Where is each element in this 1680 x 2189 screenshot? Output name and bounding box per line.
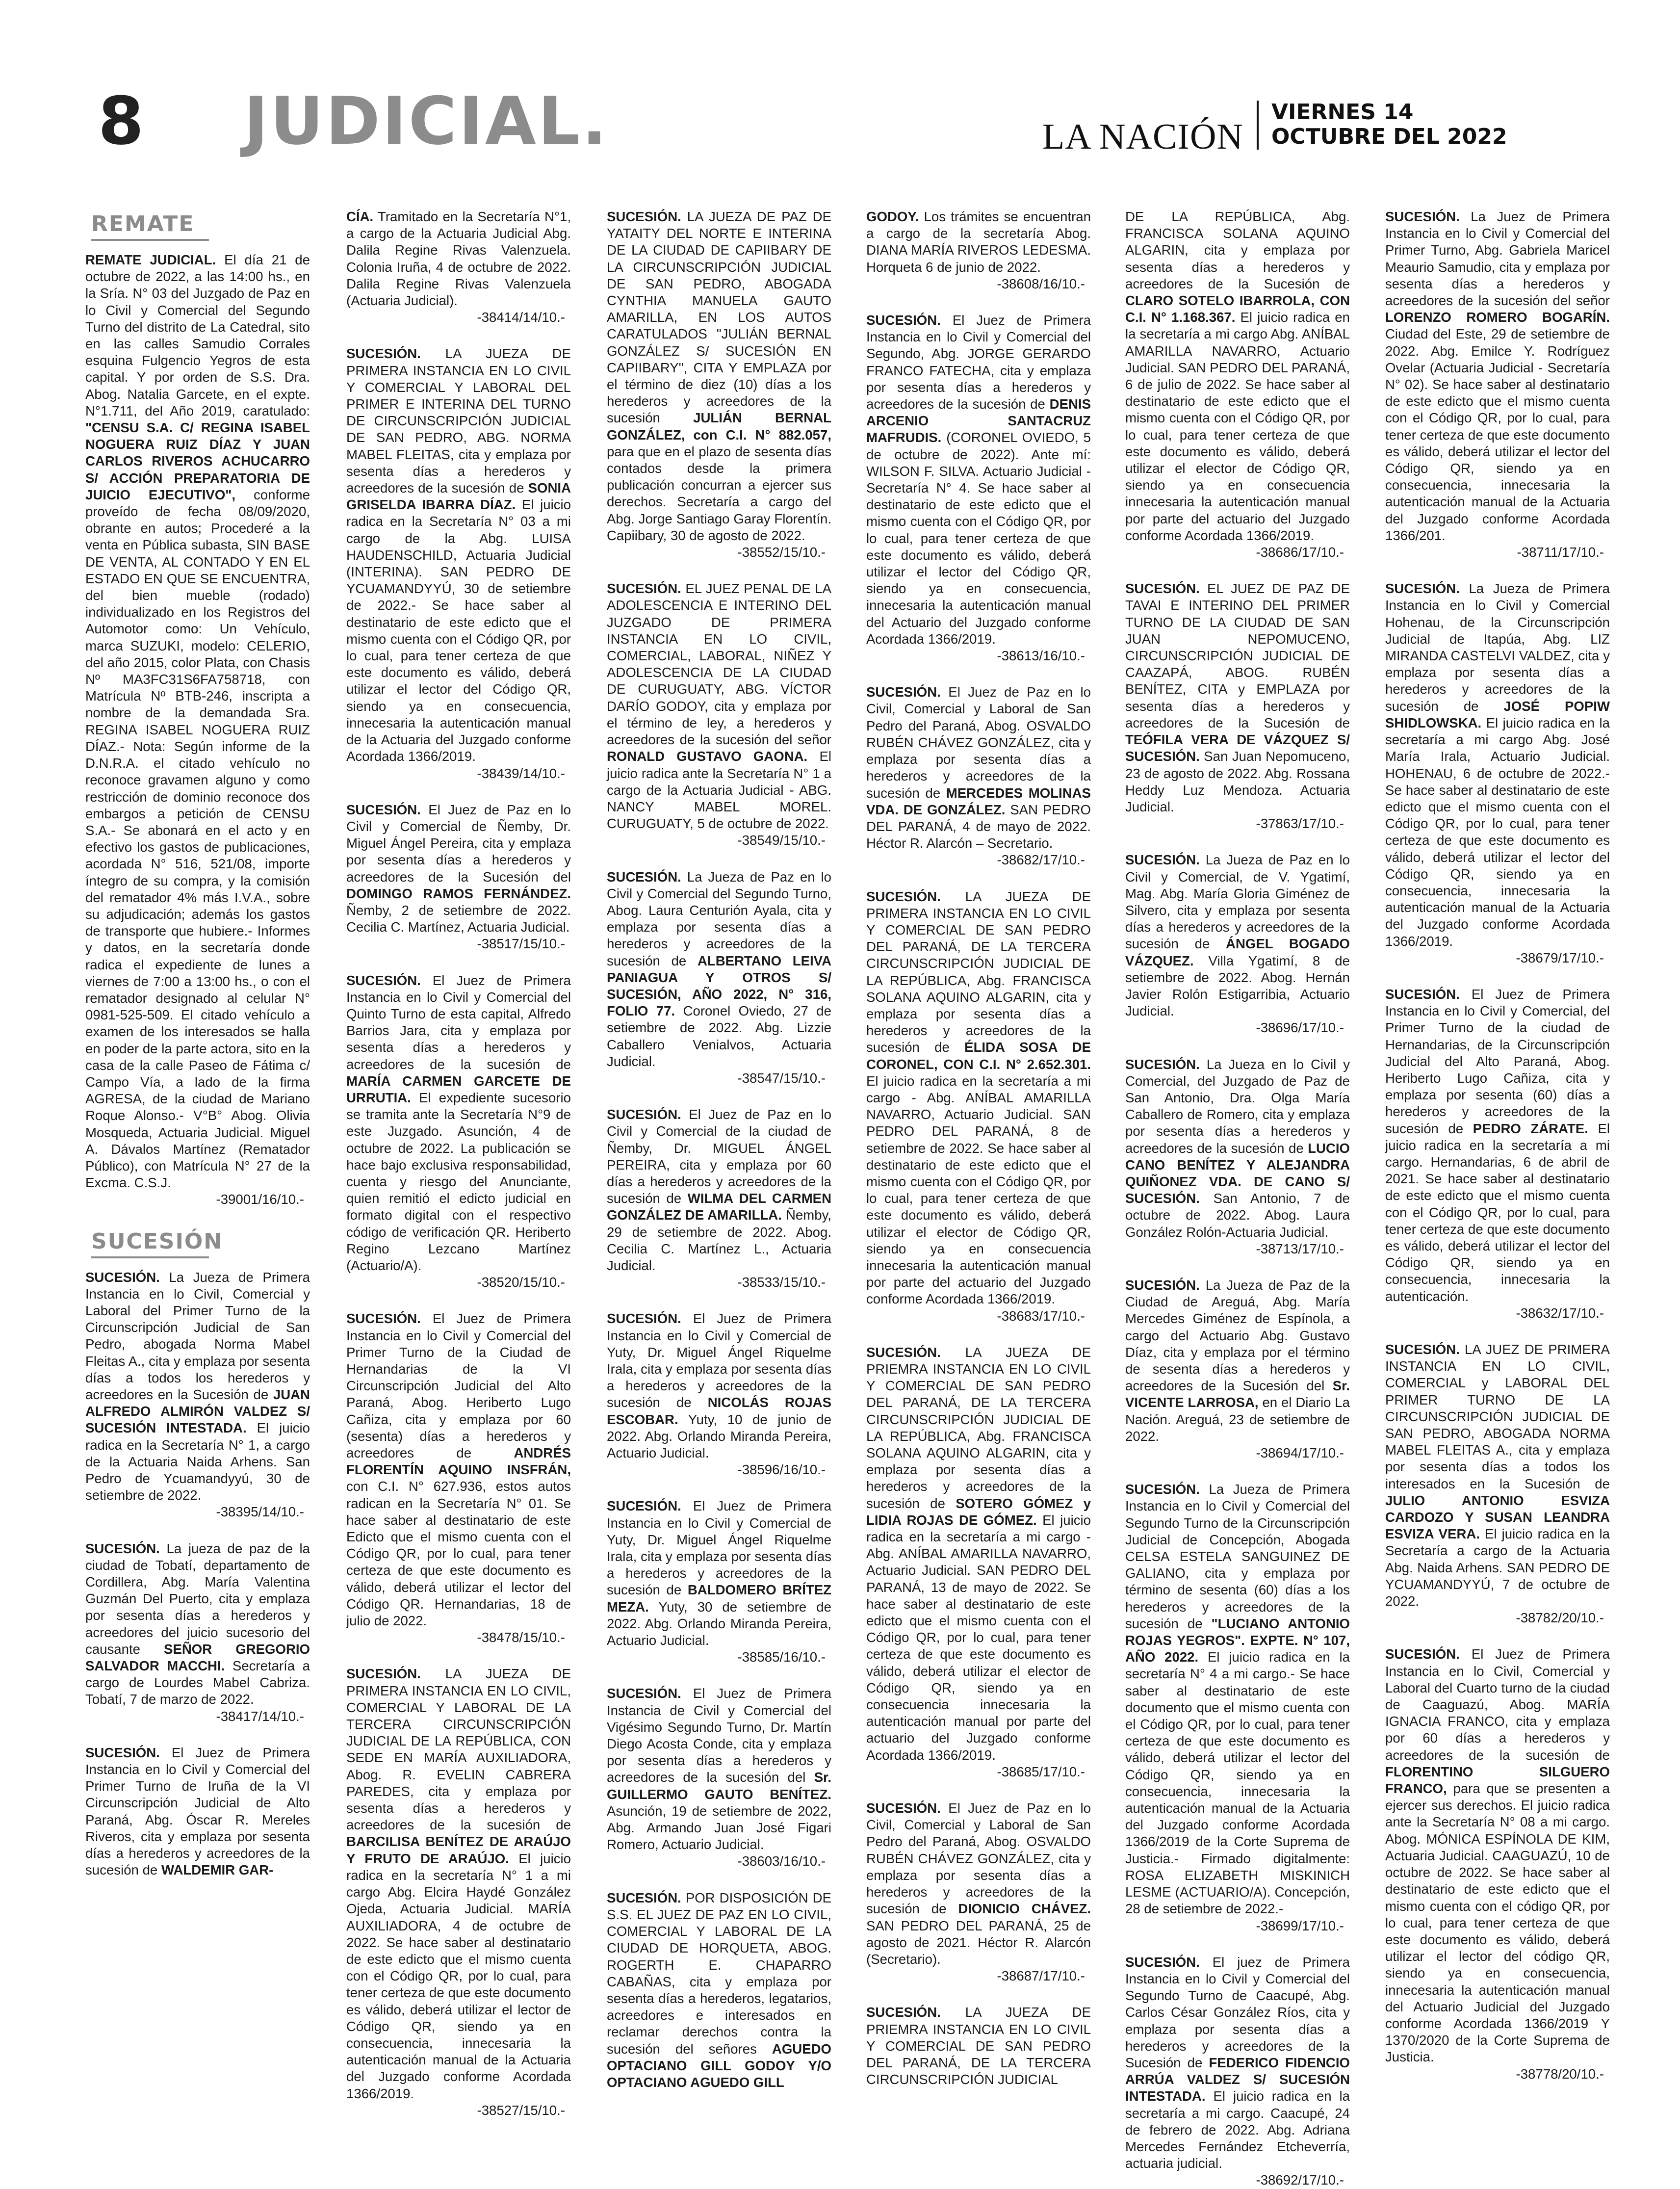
edict-tail: El juicio radica en la secretaría a mi cargo. Caacupé, 24 de febrero de 2022. Abg. Adriana Mercedes Fernández Etcheverría, actuaria judicial. bbox=[1125, 2088, 1350, 2171]
edict-entry bbox=[1125, 1056, 1350, 1257]
section-title: JUDICIAL. bbox=[244, 83, 609, 159]
edict-reference: -37863/17/10.- bbox=[1256, 816, 1344, 832]
edict-name: JULIO ANTONIO ESVIZA CARDOZO Y SUSAN LEANDRA ESVIZA VERA. bbox=[1385, 1492, 1610, 1542]
edict-text: La jueza de paz de la ciudad de Tobatí, departamento de Cordillera, Abg. María Valentina Guzmán Del Puerto, cita y emplaza por sesenta días a herederos y acreedores del juicio sucesorio del causante bbox=[85, 1540, 310, 1657]
edict-type: SUCESIÓN. bbox=[1125, 1277, 1200, 1293]
edict-entry bbox=[85, 252, 310, 1208]
edict-name: ÉLIDA SOSA DE CORONEL, CON C.I. N° 2.652.301. bbox=[866, 1040, 1091, 1072]
edict-tail: El juicio radica en la Secretaría a cargo de la Actuaria Abg. Naida Arhens. SAN PEDRO DE YCUAMANDYYÚ, 7 de octubre de 2022. bbox=[1385, 1526, 1610, 1609]
edict-entry bbox=[1125, 208, 1350, 561]
edict-name: JOSÉ POPIW SHIDLOWSKA. bbox=[1385, 698, 1610, 730]
edict-entry bbox=[1385, 580, 1610, 966]
edict-text: La Jueza de Primera Instancia en lo Civil y Comercial Hohenau, de la Circunscripción Judicial de Itapúa, Abg. LIZ MIRANDA CASTELVI VALDEZ, cita y emplaza por sesenta días a herederos y acreedores de la sucesión de bbox=[1385, 581, 1610, 714]
edict-reference: -38711/17/10.- bbox=[1517, 545, 1604, 560]
edict-reference: -38439/14/10.- bbox=[477, 765, 565, 781]
edict-type: SUCESIÓN. bbox=[1385, 209, 1460, 224]
edict-type: SUCESIÓN. bbox=[346, 346, 421, 362]
edict-name: DOMINGO RAMOS FERNÁNDEZ. bbox=[346, 886, 571, 901]
edict-entry bbox=[866, 1344, 1091, 1780]
edict-type: SUCESIÓN. bbox=[866, 1800, 941, 1816]
edict-reference: -38682/17/10.- bbox=[997, 852, 1085, 868]
edict-entry bbox=[1385, 208, 1610, 561]
edict-name: WILMA DEL CARMEN GONZÁLEZ DE AMARILLA. bbox=[607, 1191, 832, 1223]
edict-type: SUCESIÓN. bbox=[866, 313, 941, 328]
edict-text: LA JUEZA DE PAZ DE YATAITY DEL NORTE E INTERINA DE LA CIUDAD DE CAPIIBARY DE LA CIRCUNSCRIPCIÓN JUDICIAL DE SAN PEDRO, ABOGADA CYNTHIA MANUELA GAUTO AMARILLA, EN LOS AUTOS CARATULADOS "JULIÁN BERNAL GONZÁLEZ S/ SUCESIÓN EN CAPIIBARY", CITA Y EMPLAZA por el término de diez (10) días a los herederos y acreedores de la sucesión bbox=[607, 209, 831, 426]
edict-name: Sr. GUILLERMO GAUTO BENÍTEZ. bbox=[607, 1770, 831, 1802]
edict-reference: -38683/17/10.- bbox=[997, 1308, 1085, 1324]
edict-reference: -38395/14/10.- bbox=[216, 1504, 304, 1520]
edict-type: SUCESIÓN. bbox=[607, 1498, 681, 1514]
edict-type: SUCESIÓN. bbox=[607, 869, 681, 885]
edict-tail: Yuty, 10 de junio de 2022. Abg. Orlando Miranda Pereira, Actuario Judicial. bbox=[607, 1411, 832, 1461]
edict-text: El Juez de Primera Instancia en lo Civil y Comercial de Yuty, Dr. Miguel Ángel Riquelme Irala, cita y emplaza por sesenta días a herederos y acreedores de la sucesión de bbox=[607, 1498, 831, 1598]
edict-entry bbox=[607, 580, 831, 849]
edict-type: SUCESIÓN. bbox=[346, 1666, 421, 1682]
edict-tail: en el Diario La Nación. Areguá, 23 de setiembre de 2022. bbox=[1125, 1395, 1350, 1444]
edict-tail: conforme proveído de fecha 08/09/2020, obrante en autos; Procederé a la venta en Pública subasta, SIN BASE DE VENTA, AL CONTADO Y EN EL ESTADO EN QUE SE ENCUENTRA, del bien mueble (rodado) individualizado en los Registros del Automotor como: Un Vehículo, marca SUZUKI, modelo: CELERIO, del año 2015, color Plata, con Chasis Nº MA3FC31S6FA758718, con Matrícula Nº BTB-246, inscripta a nombre de la demandada Sra. REGINA ISABEL NOGUERA RUIZ DÍAZ.- Nota: Según informe de la D.N.R.A. el citado vehículo no reconoce gravamen alguno y como restricción de dominio reconoce dos embargos a petición de CENSU S.A.- Se abonará en el acto y en efectivo los gastos de publicaciones, acordada N° 516, 521/08, importe íntegro de su compra, y la comisión del rematador 4% más I.V.A., sobre su adjudicación; además los gastos de transporte que hubiere.- Informes y datos, en la secretaría donde radica el expediente de lunes a viernes de 7:00 a 13:00 hs., o con el rematador designado al celular N° 0981-525-509. El citado vehículo a examen de los interesados se halla en poder de la parte actora, sito en la casa de la calle Paseo de Fátima c/ Campo Vía, a lado de la firma AGRESA, de la ciudad de Mariano Roque Alonso.- V°B° Abog. Olivia Mosqueda, Actuaria Judicial. Miguel A. Dávalos Martínez (Rematador Público), con Matrícula N° 27 de la Excma. C.S.J. bbox=[85, 487, 310, 1191]
edict-name: WALDEMIR GAR- bbox=[161, 1862, 274, 1878]
edict-reference: -38520/15/10.- bbox=[477, 1275, 565, 1290]
edict-tail: San Juan Nepomuceno, 23 de agosto de 2022. Abg. Rossana Heddy Luz Mendoza. Actuaria Judicial. bbox=[1125, 749, 1350, 814]
edict-text: LA JUEZA DE PRIMERA INSTANCIA EN LO CIVIL Y COMERCIAL DE SAN PEDRO DEL PARANÁ, DE LA TERCERA CIRCUNSCRIPCIÓN JUDICIAL DE LA REPÚBLICA, Abg. FRANCISCA SOLANA AQUINO ALGARIN, cita y emplaza por sesenta días a herederos y acreedores de la sucesión de bbox=[866, 888, 1091, 1055]
edict-entry bbox=[607, 1310, 831, 1478]
edict-tail: Tramitado en la Secretaría N°1, a cargo de la Actuaria Judicial Abg. Dalila Regine Rivas Valenzuela. Colonia Iruña, 4 de octubre de 2022. Dalila Regine Rivas Valenzuela (Actuaria Judicial). bbox=[346, 209, 571, 309]
edict-tail: Ñemby, 29 de setiembre de 2022. Abog. Cecilia C. Martínez L., Actuaria Judicial. bbox=[607, 1207, 831, 1273]
edict-entry bbox=[85, 1540, 310, 1725]
edict-name: "CENSU S.A. C/ REGINA ISABEL NOGUERA RUIZ DÍAZ Y JUAN CARLOS RIVEROS ACHUCARRO S/ ACCIÓN PREPARATORIA DE JUICIO EJECUTIVO", bbox=[85, 420, 310, 502]
date-month-year: OCTUBRE DEL 2022 bbox=[1271, 124, 1507, 149]
edict-reference: -38713/17/10.- bbox=[1256, 1241, 1344, 1256]
category-sucesion: SUCESIÓN bbox=[91, 1228, 209, 1258]
edict-text: DE LA REPÚBLICA, Abg. FRANCISCA SOLANA AQUINO ALGARIN, cita y emplaza por sesenta días a herederos y acreedores de la Sucesión de bbox=[1125, 209, 1350, 291]
edict-type: SUCESIÓN. bbox=[1125, 1954, 1200, 1970]
edict-type: SUCESIÓN. bbox=[866, 2005, 941, 2020]
edict-reference: -38517/15/10.- bbox=[477, 936, 565, 952]
edict-text: EL JUEZ DE PAZ DE TAVAI E INTERINO DEL PRIMER TURNO DE LA CIUDAD DE SAN JUAN NEPOMUCENO, CIRCUNSCRIPCIÓN JUDICIAL DE CAAZAPÁ, ABOG. RUBÉN BENÍTEZ, CITA y EMPLAZA por sesenta días a herederos y acreedores de la Sucesión de bbox=[1125, 581, 1350, 730]
edict-name: SOTERO GÓMEZ y LIDIA ROJAS DE GÓMEZ. bbox=[866, 1495, 1091, 1528]
edict-name: "LUCIANO ANTONIO ROJAS YEGROS". EXPTE. N° 107, AÑO 2022. bbox=[1125, 1616, 1350, 1665]
edict-text: La Jueza en lo Civil y Comercial, del Juzgado de Paz de San Antonio, Dra. Olga María Caballero de Romero, cita y emplaza por sesenta días a herederos y acreedores de la sucesión de bbox=[1125, 1056, 1350, 1156]
edict-tail: El juicio radica en la secretaría N° 4 a mi cargo.- Se hace saber al destinatario de este documento que el mismo cuenta con el Código QR, por lo cual, para tener certeza de que este documento es válido, deberá utilizar el lector del Código QR, siendo ya en consecuencia, innecesaria la autenticación manual de la Actuaria del Juzgado conforme Acordada 1366/2019 de la Corte Suprema de Justicia.- Firmado digitalmente: ROSA ELIZABETH MISKINICH LESME (ACTUARIO/A). Concepción, 28 de setiembre de 2022.- bbox=[1125, 1649, 1350, 1917]
edict-entry bbox=[607, 208, 831, 561]
edict-type: SUCESIÓN. bbox=[607, 1107, 681, 1122]
column-1 bbox=[85, 208, 310, 2112]
edict-entry bbox=[1125, 580, 1350, 832]
edict-reference: -38585/16/10.- bbox=[737, 1649, 826, 1665]
edict-tail: El juicio radica en la secretaría a mi cargo - Abg. ANÍBAL AMARILLA NAVARRO, Actuario Judicial. SAN PEDRO DEL PARANÁ, 8 de setiembre de 2022. Se hace saber al destinatario de este edicto que el mismo cuenta con el Código QR, por lo cual, para tener certeza de que este documento es válido, deberá utilizar el elector de Código QR, siendo ya en consecuencia innecesaria la autenticación manual por parte del actuario del Juzgado conforme Acordada 1366/2019. bbox=[866, 1073, 1091, 1307]
edict-entry bbox=[1125, 852, 1350, 1036]
edict-text: El Juez de Primera Instancia en lo Civil, Comercial y Laboral del Cuarto turno de la ciudad de Caaguazú, Abog. MARÍA IGNACIA FRANCO, cita y emplaza por 60 días a herederos y acreedores de la sucesión de bbox=[1385, 1646, 1610, 1763]
edict-reference: -38694/17/10.- bbox=[1256, 1445, 1344, 1461]
edict-text: El Juez de Primera Instancia en lo Civil y Comercial del Primer Turno de la Ciudad de Hernandarias de la VI Circunscripción Judicial del Alto Paraná, Abog. Heriberto Lugo Cañiza, cita y emplaza por 60 (sesenta) días a herederos y acreedores de bbox=[346, 1311, 571, 1461]
edict-type: SUCESIÓN. bbox=[1385, 1646, 1460, 1662]
edict-entry bbox=[866, 1800, 1091, 1984]
edict-tail: Asunción, 19 de setiembre de 2022, Abg. Armando Juan José Figari Romero, Actuario Judicial. bbox=[607, 1803, 831, 1852]
edict-type: SUCESIÓN. bbox=[85, 1745, 160, 1760]
edict-reference: -39001/16/10.- bbox=[216, 1192, 304, 1207]
edict-text: EL JUEZ PENAL DE LA ADOLESCENCIA E INTERINO DEL JUZGADO DE PRIMERA INSTANCIA EN LO CIVIL, COMERCIAL, LABORAL, NIÑEZ Y ADOLESCENCIA DE LA CIUDAD DE CURUGUATY, ABG. VÍCTOR DARÍO GODOY, cita y emplaza por el término de ley, a herederos y acreedores de la sucesión del señor bbox=[607, 581, 831, 748]
edict-type: SUCESIÓN. bbox=[866, 684, 941, 700]
edict-entry bbox=[607, 1498, 831, 1666]
edict-tail: El juicio radica en la secretaría a mi cargo. Hernandarias, 6 de abril de 2021. Se hace saber al destinatario de este edicto que el mismo cuenta con el Código QR, por lo cual, para tener certeza de que este documento es válido, deberá utilizar el lector del Código QR, siendo ya en consecuencia, innecesaria la autenticación. bbox=[1385, 1121, 1610, 1304]
column-6 bbox=[1385, 208, 1610, 2112]
edict-entry bbox=[866, 208, 1091, 292]
edict-name: FLORENTINO SILGUERO FRANCO, bbox=[1385, 1764, 1610, 1797]
edict-entry bbox=[866, 684, 1091, 868]
edict-tail: para que se presenten a ejercer sus derechos. El juicio radica ante la Secretaría N° 08 a mi cargo. Abog. MÓNICA ESPÍNOLA DE KIM, Actuaria Judicial. CAAGUAZÚ, 10 de octubre de 2022. Se hace saber al destinatario de este edicto que el mismo cuenta con el código QR, por lo cual, para tener certeza de que este documento es válido, deberá utilizar el lector del código QR, siendo ya en consecuencia, innecesaria la autenticación manual del Actuario Judicial del Juzgado conforme Acordada 1366/2019 Y 1370/2020 de la Corte Suprema de Justicia. bbox=[1385, 1781, 1610, 2065]
edict-entry bbox=[607, 1106, 831, 1291]
edict-type: SUCESIÓN. bbox=[607, 1890, 681, 1905]
edict-type: SUCESIÓN. bbox=[1385, 986, 1460, 1002]
edict-type: SUCESIÓN. bbox=[1125, 1482, 1200, 1497]
edict-entry bbox=[866, 2004, 1091, 2088]
edict-entry bbox=[85, 1745, 310, 1879]
edict-text: LA JUEZA DE PRIEMRA INSTANCIA EN LO CIVIL Y COMERCIAL DE SAN PEDRO DEL PARANÁ, DE LA TERCERA CIRCUNSCRIPCIÓN JUDICIAL DE LA REPÚBLICA, Abg. FRANCISCA SOLANA AQUINO ALGARIN, cita y emplaza por sesenta días a herederos y acreedores de la sucesión de bbox=[866, 1344, 1091, 1511]
edict-name: DENIS ARCENIO SANTACRUZ MAFRUDIS. bbox=[866, 396, 1091, 445]
edict-entry bbox=[1385, 1341, 1610, 1626]
edict-type: SUCESIÓN. bbox=[346, 802, 421, 817]
edict-entry bbox=[346, 802, 571, 953]
edict-text: El Juez de Paz en lo Civil, Comercial y Laboral de San Pedro del Paraná, Abog. OSVALDO RUBÉN CHÁVEZ GONZÁLEZ, cita y emplaza por sesenta días a herederos y acreedores de la sucesión de bbox=[866, 684, 1091, 801]
edict-tail: (CORONEL OVIEDO, 5 de octubre de 2022). Ante mí: WILSON F. SILVA. Actuario Judicial - Secretaría N° 4. Se hace saber al destinatario de este edicto que el mismo cuenta con el Código QR, por lo cual, para tener certeza de que este documento es válido, deberá utilizar el lector del Código QR, siendo ya en consecuencia, innecesaria la autenticación manual del Actuario del Juzgado conforme Acordada 1366/2019. bbox=[866, 430, 1091, 647]
edict-text: La Jueza de Paz de la Ciudad de Areguá, Abg. María Mercedes Giménez de Espínola, a cargo del Actuario Abg. Gustavo Díaz, cita y emplaza por el término de sesenta días a herederos y acreedores de la Sucesión del bbox=[1125, 1277, 1350, 1394]
edict-name: NICOLÁS ROJAS ESCOBAR. bbox=[607, 1395, 831, 1427]
edict-tail: Ñemby, 2 de setiembre de 2022. Cecilia C. Martínez, Actuaria Judicial. bbox=[346, 902, 571, 935]
edict-entry bbox=[1125, 1481, 1350, 1934]
edict-entry bbox=[607, 1685, 831, 1870]
edict-text: La Jueza de Paz en lo Civil y Comercial del Segundo Turno, Abog. Laura Centurión Ayala, cita y emplaza por sesenta días a herederos y acreedores de la sucesión de bbox=[607, 869, 831, 968]
edict-text: LA JUEZA DE PRIMERA INSTANCIA EN LO CIVIL, COMERCIAL Y LABORAL DE LA TERCERA CIRCUNSCRIPCIÓN JUDICIAL DE LA REPÚBLICA, CON SEDE EN MARÍA AUXILIADORA, Abog. R. EVELIN CABRERA PAREDES, cita y emplaza por sesenta días a herederos y acreedores de la sucesión de bbox=[346, 1666, 571, 1833]
edict-entry bbox=[346, 345, 571, 782]
edict-entry bbox=[607, 869, 831, 1087]
edict-tail: San Antonio, 7 de octubre de 2022. Abog. Laura González Rolón-Actuaria Judicial. bbox=[1125, 1191, 1350, 1240]
newspaper-logo: LA NACIÓN bbox=[1042, 117, 1243, 157]
edict-reference: -38596/16/10.- bbox=[737, 1462, 826, 1478]
edict-text: LA JUEZ DE PRIMERA INSTANCIA EN LO CIVIL, COMERCIAL y LABORAL DEL PRIMER TURNO DE LA CIRCUNSCRIPCIÓN JUDICIAL DE SAN PEDRO, ABOGADA NORMA MABEL FLEITAS A., cita y emplaza por sesenta días a todos los interesados en la Sucesión de bbox=[1385, 1342, 1610, 1491]
category-remate: REMATE bbox=[91, 210, 209, 241]
edict-type: SUCESIÓN. bbox=[346, 1311, 421, 1327]
edict-text: El juez de Primera Instancia en lo Civil y Comercial del Segundo Turno de Caacupé, Abg. Carlos César González Ríos, cita y emplaza por sesenta días a herederos y acreedores de la Sucesión de bbox=[1125, 1954, 1350, 2070]
edict-name: MARÍA CARMEN GARCETE DE URRUTIA. bbox=[346, 1073, 571, 1105]
edict-text: El Juez de Paz en lo Civil, Comercial y Laboral de San Pedro del Paraná, Abog. OSVALDO RUBÉN CHÁVEZ GONZÁLEZ, cita y emplaza por sesenta días a herederos y acreedores de la sucesión de bbox=[866, 1800, 1091, 1917]
edict-type: SUCESIÓN. bbox=[1125, 852, 1200, 868]
edict-entry bbox=[1385, 1646, 1610, 2082]
edict-tail: para que en el plazo de sesenta días contados desde la primera publicación concurran a ejercer sus derechos. Secretaría a cargo del Abg. Jorge Santiago Garay Florentín. Capiibary, 30 de agosto de 2022. bbox=[607, 443, 831, 543]
edict-reference: -38782/20/10.- bbox=[1516, 1610, 1604, 1626]
edict-name: GODOY. bbox=[866, 209, 919, 224]
edict-name: ALBERTANO LEIVA PANIAGUA Y OTROS S/ SUCESIÓN, AÑO 2022, N° 316, FOLIO 77. bbox=[607, 953, 832, 1019]
edict-name: Sr. VICENTE LARROSA, bbox=[1125, 1378, 1350, 1410]
edict-type: SUCESIÓN. bbox=[346, 972, 421, 988]
edict-type: SUCESIÓN. bbox=[85, 1540, 160, 1556]
edict-tail: El juicio radica en la secretaría a mi cargo Abg. José María Irala, Actuario Judicial. HOHENAU, 6 de octubre de 2022.- Se hace saber al destinatario de este edicto que el mismo cuenta con el Código QR, por lo cual, para tener certeza de que este documento es válido, deberá utilizar el lector del Código QR, siendo ya en consecuencia, innecesaria la autenticación manual de la Actuaria del Juzgado conforme Acordada 1366/2019. bbox=[1385, 715, 1610, 949]
edict-reference: -38547/15/10.- bbox=[737, 1070, 826, 1086]
edict-tail: El juicio radica en la secretaría N° 1 a mi cargo Abg. Elcira Haydé González Ojeda, Actuaria Judicial. MARÍA AUXILIADORA, 4 de octubre de 2022. Se hace saber al destinatario de este edicto que el mismo cuenta con el Código QR, por lo cual, para tener certeza de que este documento es válido, deberá utilizar el lector de Código QR, siendo ya en consecuencia, innecesaria la autenticación manual de la Actuaria del Juzgado conforme Acordada 1366/2019. bbox=[346, 1850, 571, 2101]
edict-tail: El juicio radica en la Secretaría N° 03 a mi cargo de la Abg. LUISA HAUDENSCHILD, Actuaria Judicial (INTERINA). SAN PEDRO DE YCUAMANDYYÚ, 30 de setiembre de 2022.- Se hace saber al destinatario de este edicto que el mismo cuenta con el Código QR, por lo cual, para tener certeza de que este documento es válido, deberá utilizar el lector del Código QR, siendo ya en consecuencia, innecesaria la autenticación manual de la Actuaria del Juzgado conforme Acordada 1366/2019. bbox=[346, 497, 571, 764]
edict-tail: SAN PEDRO DEL PARANÁ, 25 de agosto de 2021. Héctor R. Alarcón (Secretario). bbox=[866, 1918, 1091, 1967]
edict-entry bbox=[346, 1666, 571, 2118]
edict-reference: -38552/15/10.- bbox=[737, 545, 826, 560]
edict-tail: Coronel Oviedo, 27 de setiembre de 2022. Abg. Lizzie Caballero Venialvos, Actuaria Judicial. bbox=[607, 1003, 831, 1069]
edict-name: RONALD GUSTAVO GAONA. bbox=[607, 749, 808, 764]
edict-entry bbox=[1125, 1954, 1350, 2189]
edict-tail: SAN PEDRO DEL PARANÁ, 4 de mayo de 2022. Héctor R. Alarcón – Secretario. bbox=[866, 802, 1091, 851]
edict-reference: -38632/17/10.- bbox=[1516, 1305, 1604, 1321]
edict-type: SUCESIÓN. bbox=[85, 1269, 160, 1285]
edict-reference: -38527/15/10.- bbox=[477, 2102, 565, 2118]
edict-name: LUCIO CANO BENÍTEZ Y ALEJANDRA QUIÑONEZ VDA. DE CANO S/ SUCESIÓN. bbox=[1125, 1140, 1350, 1206]
edict-text: El Juez de Primera Instancia de Civil y Comercial del Vigésimo Segundo Turno, Dr. Martín Diego Acosta Conde, cita y emplaza por sesenta días a herederos y acreedores de la sucesión del bbox=[607, 1686, 831, 1785]
edict-name: BALDOMERO BRÍTEZ MEZA. bbox=[607, 1582, 832, 1615]
edict-entry bbox=[1385, 986, 1610, 1322]
edict-name: SONIA GRISELDA IBARRA DÍAZ. bbox=[346, 480, 571, 513]
edict-name: MERCEDES MOLINAS VDA. DE GONZÁLEZ. bbox=[866, 785, 1091, 817]
column-4 bbox=[866, 208, 1091, 2112]
column-5 bbox=[1125, 208, 1350, 2188]
edict-reference: -38478/15/10.- bbox=[477, 1630, 565, 1645]
edict-reference: -38417/14/10.- bbox=[216, 1708, 304, 1724]
edict-type: SUCESIÓN. bbox=[607, 581, 681, 597]
edict-name: LORENZO ROMERO BOGARÍN. bbox=[1385, 310, 1610, 325]
edict-reference: -38687/17/10.- bbox=[997, 1968, 1085, 1984]
edict-entry bbox=[346, 1310, 571, 1646]
edict-reference: -38533/15/10.- bbox=[737, 1275, 826, 1290]
edict-name: BARCILISA BENÍTEZ DE ARAÚJO Y FRUTO DE ARAÚJO. bbox=[346, 1834, 571, 1866]
edict-name: CÍA. bbox=[346, 209, 374, 224]
edict-tail: Ciudad del Este, 29 de setiembre de 2022. Abg. Emilce Y. Rodríguez Ovelar (Actuaria Judicial - Secretaría N° 02). Se hace saber al destinatario de este edicto que el mismo cuenta con el Código QR, por lo cual, para tener certeza de que este documento es válido, deberá utilizar el lector del Código QR, siendo ya en consecuencia, innecesaria la autenticación manual de la Actuaria del Juzgado conforme Acordada 1366/201. bbox=[1385, 326, 1610, 543]
header-divider bbox=[1257, 101, 1259, 150]
edict-entry bbox=[346, 208, 571, 326]
edict-reference: -38414/14/10.- bbox=[477, 310, 565, 325]
edict-text: El Juez de Primera Instancia en lo Civil y Comercial de Yuty, Dr. Miguel Ángel Riquelme Irala, cita y emplaza por sesenta días a herederos y acreedores de la sucesión de bbox=[607, 1311, 831, 1410]
edict-text: LA JUEZA DE PRIMERA INSTANCIA EN LO CIVIL Y COMERCIAL Y LABORAL DEL PRIMER E INTERINA DEL TURNO DE CIRCUNSCRIPCIÓN JUDICIAL DE SAN PEDRO, ABG. NORMA MABEL FLEITAS, cita y emplaza por sesenta días a herederos y acreedores de la sucesión de bbox=[346, 346, 571, 496]
edict-entry bbox=[866, 888, 1091, 1325]
edict-type: REMATE JUDICIAL. bbox=[85, 252, 216, 267]
edict-reference: -38685/17/10.- bbox=[997, 1764, 1085, 1779]
edict-text: La Jueza de Primera Instancia en lo Civil, Comercial y Laboral del Primer Turno de la Circunscripción Judicial de San Pedro, abogada Norma Mabel Fleitas A., cita y emplaza por sesenta días a todos los herederos y acreedores en la Sucesión de bbox=[85, 1269, 310, 1402]
edict-tail: con C.I. N° 627.936, estos autos radican en la Secretaría N° 01. Se hace saber al destinatario de este Edicto que el mismo cuenta con el Código QR, por lo cual, para tener certeza de que este documento es válido, deberá utilizar el lector del Código QR. Hernandarias, 18 de julio de 2022. bbox=[346, 1479, 571, 1629]
edict-reference: -38549/15/10.- bbox=[737, 833, 826, 848]
edict-entry bbox=[1125, 1277, 1350, 1461]
edict-type: SUCESIÓN. bbox=[1125, 581, 1200, 597]
column-3 bbox=[607, 208, 831, 2112]
edict-tail: El juicio radica en la secretaría a mi cargo Abg. ANÍBAL AMARILLA NAVARRO, Actuario Judicial. SAN PEDRO DEL PARANÁ, 6 de julio de 2022. Se hace saber al destinatario de este edicto que el mismo cuenta con el Código QR, por lo cual, para tener certeza de que este documento es válido, deberá utilizar el elector de Código QR, siendo ya en consecuencia innecesaria la autenticación manual por parte del actuario del Juzgado conforme Acordada 1366/2019. bbox=[1125, 310, 1350, 543]
edict-reference: -38613/16/10.- bbox=[997, 648, 1085, 664]
edict-tail: Los trámites se encuentran a cargo de la secretaría Abog. DIANA MARÍA RIVEROS LEDESMA. Horqueta 6 de junio de 2022. bbox=[866, 209, 1091, 275]
edict-reference: -38686/17/10.- bbox=[1256, 545, 1344, 560]
edict-name: ÁNGEL BOGADO VÁZQUEZ. bbox=[1125, 936, 1350, 968]
edict-reference: -38696/17/10.- bbox=[1256, 1020, 1344, 1036]
edict-text: El Juez de Paz en lo Civil y Comercial de la ciudad de Ñemby, Dr. MIGUEL ÁNGEL PEREIRA, cita y emplaza por 60 días a herederos y acreedores de la sucesión de bbox=[607, 1107, 831, 1206]
edict-entry bbox=[85, 1269, 310, 1521]
edict-entry bbox=[346, 972, 571, 1291]
edict-name: JUAN ALFREDO ALMIRÓN VALDEZ S/ SUCESIÓN INTESTADA. bbox=[85, 1387, 310, 1436]
edict-text: La Jueza de Paz en lo Civil y Comercial, de V. Ygatimí, Mag. Abg. María Gloria Giménez de Silvero, cita y emplaza por sesenta días a herederos y acreedores de la sucesión de bbox=[1125, 852, 1350, 952]
edict-text: El Juez de Paz en lo Civil y Comercial de Ñemby, Dr. Miguel Ángel Pereira, cita y emplaza por sesenta días a herederos y acreedores de la Sucesión del bbox=[346, 802, 571, 885]
edict-entry bbox=[607, 1890, 831, 2091]
edict-name: PEDRO ZÁRATE. bbox=[1473, 1121, 1588, 1136]
edict-tail: El juicio radica ante la Secretaría N° 1 a cargo de la Actuaria Judicial - ABG. NANCY MABEL MOREL. CURUGUATY, 5 de octubre de 2022. bbox=[607, 749, 831, 832]
edict-name: DIONICIO CHÁVEZ. bbox=[958, 1901, 1091, 1917]
edict-tail: Villa Ygatimí, 8 de setiembre de 2022. Abog. Hernán Javier Rolón Estigarribia, Actuario Judicial. bbox=[1125, 953, 1350, 1019]
column-2 bbox=[346, 208, 571, 2118]
edict-text: POR DISPOSICIÓN DE S.S. EL JUEZ DE PAZ EN LO CIVIL, COMERCIAL Y LABORAL DE LA CIUDAD DE HORQUETA, ABOG. ROGERTH E. CHAPARRO CABAÑAS, cita y emplaza por sesenta días a herederos, legatarios, acreedores e interesados en reclamar derechos contra la sucesión del señores bbox=[607, 1890, 831, 2057]
edict-name: CLARO SOTELO IBARROLA, CON C.I. N° 1.168.367. bbox=[1125, 293, 1350, 325]
edict-name: TEÓFILA VERA DE VÁZQUEZ S/ SUCESIÓN. bbox=[1125, 732, 1350, 764]
edict-text: LA JUEZA DE PRIEMRA INSTANCIA EN LO CIVIL Y COMERCIAL DE SAN PEDRO DEL PARANÁ, DE LA TERCERA CIRCUNSCRIPCIÓN JUDICIAL bbox=[866, 2005, 1091, 2087]
edict-type: SUCESIÓN. bbox=[1385, 1342, 1460, 1357]
edict-tail: El expediente sucesorio se tramita ante la Secretaría N°9 de este Juzgado. Asunción, 4 de octubre de 2022. La publicación se hace bajo exclusiva responsabilidad, cuenta y riesgo del Anunciante, quien remitió el edicto judicial en formato digital con el respectivo código de verificación QR. Heriberto Regino Lezcano Martínez (Actuario/A). bbox=[346, 1090, 571, 1273]
edict-reference: -38778/20/10.- bbox=[1516, 2066, 1604, 2082]
edict-reference: -38699/17/10.- bbox=[1256, 1918, 1344, 1933]
edict-reference: -38679/17/10.- bbox=[1516, 950, 1604, 965]
publication-date bbox=[1271, 100, 1507, 149]
edict-text: El Juez de Primera Instancia en lo Civil y Comercial del Quinto Turno de esta capital, Alfredo Barrios Jara, cita y emplaza por sesenta días a herederos y acreedores de la sucesión de bbox=[346, 972, 571, 1072]
edict-type: SUCESIÓN. bbox=[607, 1311, 681, 1327]
edict-text: El Juez de Primera Instancia en lo Civil y Comercial, del Primer Turno de la ciudad de Hernandarias, de la Circunscripción Judicial del Alto Paraná, Abog. Heriberto Lugo Cañiza, cita y emplaza por sesenta (60) días a herederos y acreedores de la sucesión de bbox=[1385, 986, 1610, 1136]
edict-tail: Secretaría a cargo de Lourdes Mabel Cabriza. Tobatí, 7 de marzo de 2022. bbox=[85, 1658, 310, 1707]
edict-reference: -38608/16/10.- bbox=[997, 276, 1085, 291]
edict-text: El día 21 de octubre de 2022, a las 14:00 hs., en la Sría. N° 03 del Juzgado de Paz en lo Civil y Comercial del Segundo Turno del distrito de La Catedral, sito en las calles Samudio Corrales esquina Fulgencio Yegros de esta capital. Y por orden de S.S. Dra. Abog. Natalia Garcete, en el expte. N°1.711, del Año 2019, caratulado: bbox=[85, 252, 310, 418]
edict-name: AGUEDO OPTACIANO GILL GODOY Y/O OPTACIANO AGUEDO GILL bbox=[607, 2041, 832, 2090]
edict-reference: -38692/17/10.- bbox=[1256, 2172, 1344, 2188]
edict-type: SUCESIÓN. bbox=[866, 888, 941, 904]
edict-text: El Juez de Primera Instancia en lo Civil y Comercial del Primer Turno de Iruña de la VI Circunscripción Judicial de Alto Paraná, Abg. Óscar R. Mereles Riveros, cita y emplaza por sesenta días a herederos y acreedores de la sucesión de bbox=[85, 1745, 310, 1878]
edict-type: SUCESIÓN. bbox=[866, 1344, 941, 1360]
edict-reference: -38603/16/10.- bbox=[737, 1853, 826, 1869]
edict-text: El Juez de Primera Instancia en lo Civil y Comercial del Segundo, Abg. JORGE GERARDO FRANCO FATECHA, cita y emplaza por sesenta días a herederos y acreedores de la sucesión de bbox=[866, 313, 1091, 412]
edict-type: SUCESIÓN. bbox=[607, 209, 681, 224]
page-number: 8 bbox=[98, 83, 144, 159]
edict-type: SUCESIÓN. bbox=[1125, 1056, 1200, 1072]
edict-name: ANDRÉS FLORENTÍN AQUINO INSFRÁN, bbox=[346, 1445, 571, 1478]
edict-entry bbox=[866, 312, 1091, 664]
date-weekday: VIERNES 14 bbox=[1271, 100, 1414, 125]
edict-name: SEÑOR GREGORIO SALVADOR MACCHI. bbox=[85, 1641, 310, 1674]
edict-type: SUCESIÓN. bbox=[1385, 581, 1460, 597]
edict-tail: El juicio radica en la secretaría a mi cargo - Abg. ANÍBAL AMARILLA NAVARRO, Actuario Judicial. SAN PEDRO DEL PARANÁ, 13 de mayo de 2022. Se hace saber al destinatario de este edicto que el mismo cuenta con el Código QR, por lo cual, para tener certeza de que este documento es válido, deberá utilizar el elector de Código QR, siendo ya en consecuencia innecesaria la autenticación manual por parte del actuario del Juzgado conforme Acordada 1366/2019. bbox=[866, 1512, 1091, 1763]
edict-name: FEDERICO FIDENCIO ARRÚA VALDEZ S/ SUCESIÓN INTESTADA. bbox=[1125, 2055, 1350, 2104]
edict-text: La Jueza de Primera Instancia en lo Civil y Comercial del Segundo Turno de la Circunscripción Judicial de Concepción, Abogada CELSA ESTELA SANGUINEZ DE GALIANO, cita y emplaza por término de sesenta (60) días a los herederos y acreedores de la sucesión de bbox=[1125, 1482, 1350, 1631]
edict-type: SUCESIÓN. bbox=[607, 1686, 681, 1701]
edict-tail: El juicio radica en la Secretaría N° 1, a cargo de la Actuaria Naida Arhens. San Pedro de Ycuamandyyú, 30 de setiembre de 2022. bbox=[85, 1420, 310, 1503]
edict-name: JULIÁN BERNAL GONZÁLEZ, con C.I. N° 882.057, bbox=[607, 410, 831, 443]
edict-text: La Juez de Primera Instancia en lo Civil y Comercial del Primer Turno, Abg. Gabriela Maricel Meaurio Samudio, cita y emplaza por sesenta días a herederos y acreedores de la sucesión del señor bbox=[1385, 209, 1610, 309]
edict-tail: Yuty, 30 de setiembre de 2022. Abg. Orlando Miranda Pereira, Actuario Judicial. bbox=[607, 1599, 831, 1648]
